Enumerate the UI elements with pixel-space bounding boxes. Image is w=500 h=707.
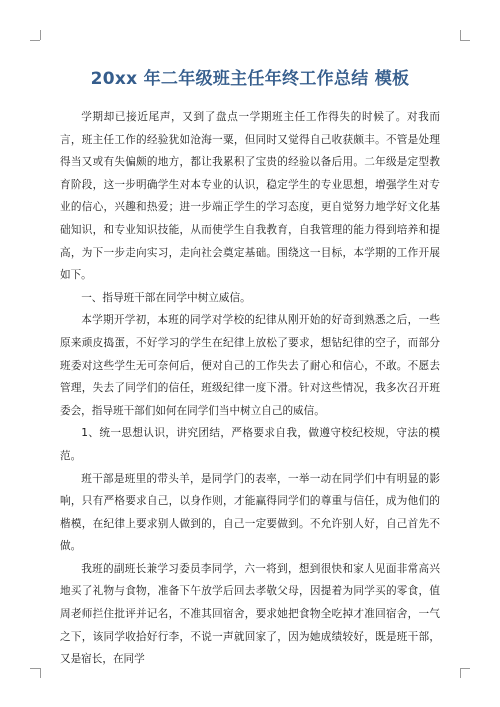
crop-mark-bottom-right-v (460, 668, 461, 678)
crop-mark-top-left-h (30, 40, 40, 41)
document-body (60, 106, 440, 671)
crop-mark-top-right-v (460, 30, 461, 40)
document-title: 20xx 年二年级班主任年终工作总结 模板 (90, 69, 410, 89)
subsection-heading-1: 1、统一思想认识，讲究团结，严格要求自我，做遵守校纪校规，守法的模范。 (60, 427, 440, 462)
paragraph-example: 我班的副班长兼学习委员李同学，六一将到，想到很快和家人见面非常高兴地买了礼物与食物，准备下午放学后回去孝敬父母，因提着为同学买的零食，值周老师拦住批评并记名，不准其回宿舍，要求她把食物全吃掉才准回宿舍，一气之下，该同学收拾好行李，不说一声就回家了，因为她成绩较好，既是班干部，又是宿长，在同学 (60, 562, 440, 666)
crop-mark-bottom-left-h (30, 668, 40, 669)
crop-mark-bottom-left-v (40, 668, 41, 678)
section-heading-1: 一、指导班干部在同学中树立威信。 (81, 291, 251, 304)
paragraph-intro: 学期却已接近尾声，又到了盘点一学期班主任工作得失的时候了。对我而言，班主任工作的经验犹如沧海一粟，但同时又觉得自己收获颇丰。不管是处理得当又或有失偏颇的地方，都让我累积了宝贵的经验以备后用。二年级是定型教育阶段，这一步明确学生对本专业的认识，稳定学生的专业思想，增强学生对专业的信心，兴趣和热爱；进一步端正学生的学习态度，更自觉努力地学好文化基础知识，和专业知识技能，从而使学生自我教育，自我管理的能力得到培养和提高，为下一步走向实习，走向社会奠定基础。围绕这一目标，本学期的工作开展如下。 (60, 111, 440, 282)
crop-mark-top-right-h (460, 40, 470, 41)
crop-mark-bottom-right-h (460, 668, 470, 669)
paragraph-section-1: 本学期开学初，本班的同学对学校的纪律从刚开始的好奇到熟悉之后，一些原来顽皮捣蛋，不好学习的学生在纪律上放松了要求，想钻纪律的空子，而部分班委对这些学生无可奈何后，便对自己的工作失去了耐心和信心，不敢。不愿去管理，失去了同学们的信任，班级纪律一度下滑。针对这些情况，我多次召开班委会，指导班干部们如何在同学们当中树立自己的威信。 (60, 314, 440, 417)
paragraph-subsection-1: 班干部是班里的带头羊，是同学门的表率，一举一动在同学们中有明显的影响，只有严格要求自己，以身作则，才能赢得同学们的尊重与信任，成为他们的楷模，在纪律上要求别人做到的，自己一定要做到。不允许别人好，自己首先不做。 (60, 472, 440, 553)
crop-mark-top-left-v (40, 30, 41, 40)
